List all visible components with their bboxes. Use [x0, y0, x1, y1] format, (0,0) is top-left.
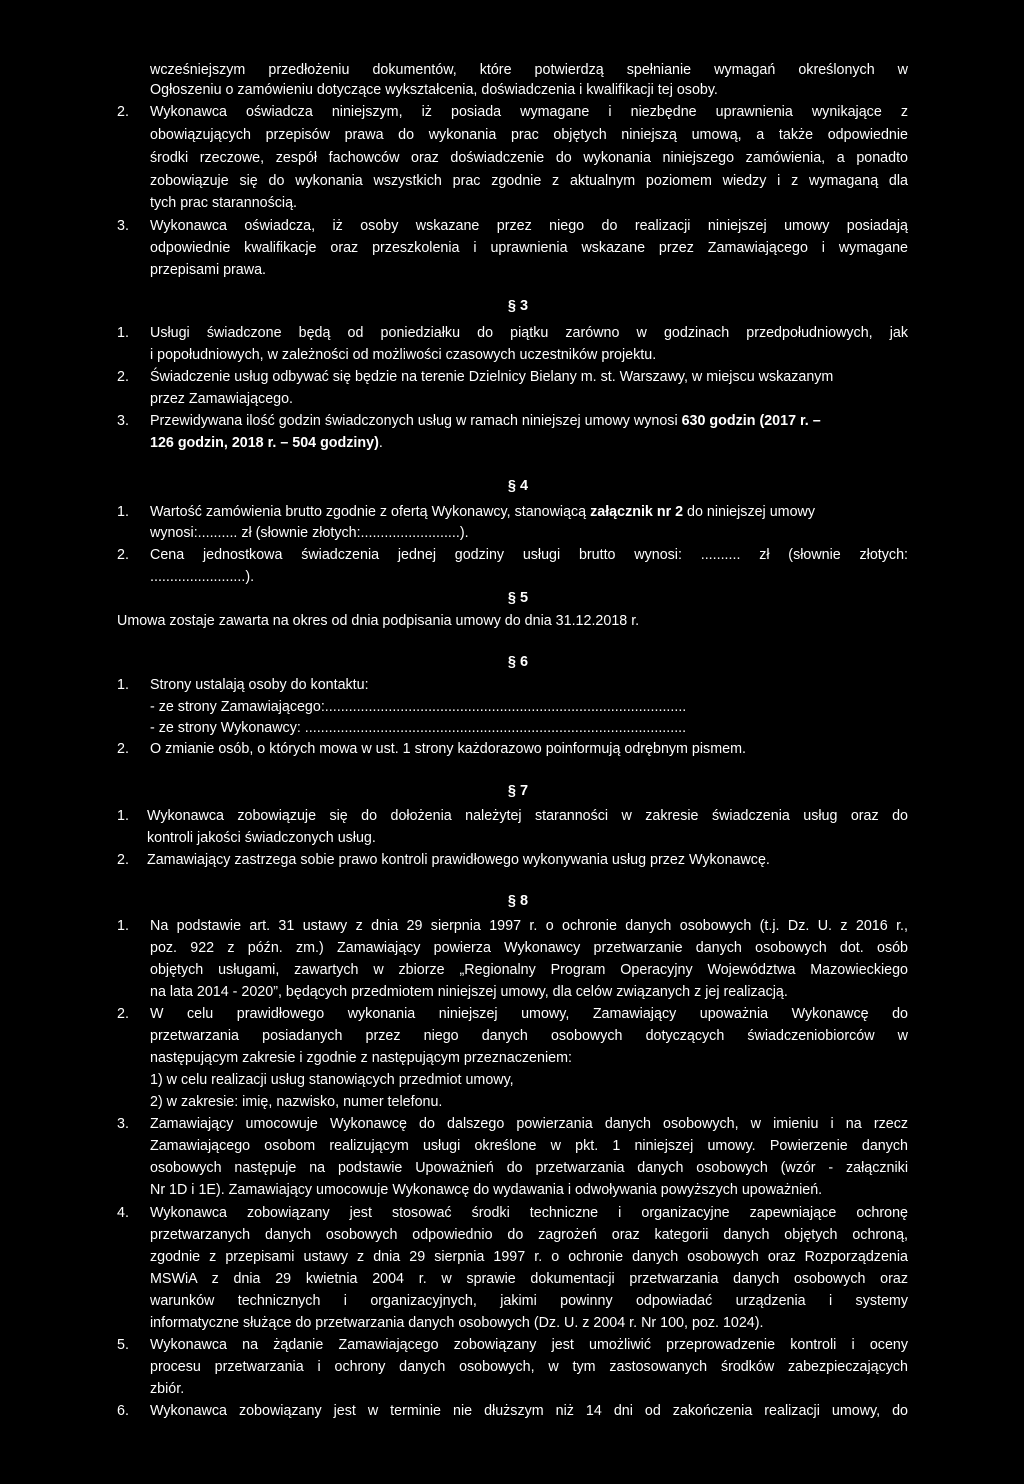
- item-number: 2.: [117, 369, 129, 385]
- text-span: Przewidywana ilość godzin świadczonych usług w ramach niniejszej umowy wynosi: [150, 413, 682, 429]
- item-number: 6.: [117, 1403, 129, 1419]
- text-line: przetwarzanych danych osobowych odpowiednio do zagrożeń oraz kategorii danych objętych ochroną,: [150, 1227, 908, 1243]
- text-line: Wykonawca zobowiązany jest w terminie nie dłuższym niż 14 dni od zakończenia realizacji umowy, do: [150, 1403, 908, 1419]
- text-line: wcześniejszym przedłożeniu dokumentów, które potwierdzą spełnianie wymagań określonych w: [150, 62, 908, 78]
- text-line: zgodnie z przepisami ustawy z dnia 29 sierpnia 1997 r. o ochronie danych osobowych oraz Rozporządzenia: [150, 1249, 908, 1265]
- text-line: O zmianie osób, o których mowa w ust. 1 strony każdorazowo poinformują odrębnym pismem.: [150, 741, 746, 757]
- text-line: zbiór.: [150, 1381, 185, 1397]
- text-line: Świadczenie usług odbywać się będzie na terenie Dzielnicy Bielany m. st. Warszawy, w miejscu wskazanym: [150, 369, 834, 385]
- text-line: Na podstawie art. 31 ustawy z dnia 29 sierpnia 1997 r. o ochronie danych osobowych (t.j. Dz. U. z 2016 r.,: [150, 918, 908, 934]
- bold-text: załącznik nr 2: [590, 504, 684, 520]
- text-line: 2) w zakresie: imię, nazwisko, numer telefonu.: [150, 1094, 443, 1110]
- text-line: Wykonawca zobowiązuje się do dołożenia należytej staranności w zakresie świadczenia usług oraz do: [147, 808, 908, 824]
- text-line: kontroli jakości świadczonych usług.: [147, 830, 376, 846]
- text-line: Cena jednostkowa świadczenia jednej godziny usługi brutto wynosi: .......... zł (słownie złotych:: [150, 547, 908, 563]
- text-line: Strony ustalają osoby do kontaktu:: [150, 677, 369, 693]
- item-number: 4.: [117, 1205, 129, 1221]
- text-line: W celu prawidłowego wykonania niniejszej umowy, Zamawiający upoważnia Wykonawcę do: [150, 1006, 908, 1022]
- text-line: [150, 433, 383, 453]
- text-line: na lata 2014 - 2020”, będących przedmiotem niniejszej umowy, dla celów związanych z jej realizacją.: [150, 984, 788, 1000]
- item-number: 2.: [117, 104, 129, 120]
- item-number: 2.: [117, 741, 129, 757]
- text-line: - ze strony Zamawiającego:...........................................................................................: [150, 699, 687, 715]
- item-number: 1.: [117, 325, 129, 341]
- text-line: obowiązujących przepisów prawa do wykonania prac objętych niniejszą umową, a także odpowiednie: [150, 127, 908, 143]
- bold-text: 630 godzin (2017 r. –: [681, 413, 821, 429]
- text-line: przetwarzania posiadanych przez niego danych osobowych dotyczących świadczeniobiorców w: [150, 1028, 908, 1044]
- text-line: [150, 411, 821, 431]
- text-line: Wykonawca oświadcza, iż osoby wskazane przez niego do realizacji niniejszej umowy posiadają: [150, 218, 908, 234]
- text-line: przez Zamawiającego.: [150, 391, 294, 407]
- text-line: osobowych następuje na podstawie Upoważnień do przetwarzania danych osobowych (wzór - załączniki: [150, 1160, 908, 1176]
- text-line: Wykonawca na żądanie Zamawiającego zobowiązany jest umożliwić przeprowadzenie kontroli i oceny: [150, 1337, 908, 1353]
- text-line: Zamawiający zastrzega sobie prawo kontroli prawidłowego wykonywania usług przez Wykonawcę.: [147, 852, 770, 868]
- text-line: Usługi świadczone będą od poniedziałku do piątku zarówno w godzinach przedpołudniowych, jak: [150, 325, 908, 341]
- text-line: Zamawiający umocowuje Wykonawcę do dalszego powierzania danych osobowych, w imieniu i na rzecz: [150, 1116, 908, 1132]
- text-line: i popołudniowych, w zależności od możliwości czasowych uczestników projektu.: [150, 347, 657, 363]
- section-heading: § 8: [507, 893, 529, 909]
- text-line: wynosi:.......... zł (słownie złotych:.........................).: [150, 525, 469, 541]
- text-line: objętych usługami, zawartych w zbiorze „Regionalny Program Operacyjny Województwa Mazowieckiego: [150, 962, 908, 978]
- item-number: 3.: [117, 218, 129, 234]
- text-line: odpowiednie kwalifikacje oraz przeszkolenia i uprawnienia wskazane przez Zamawiającego i wymagane: [150, 240, 908, 256]
- bold-text: 126 godzin, 2018 r. – 504 godziny): [150, 435, 379, 451]
- text-line: poz. 922 z późn. zm.) Zamawiający powierza Wykonawcy przetwarzanie danych osobowych dot. osób: [150, 940, 908, 956]
- section-heading: § 7: [507, 783, 529, 799]
- text-span: Wartość zamówienia brutto zgodnie z ofertą Wykonawcy, stanowiącą: [150, 504, 591, 520]
- text-line: procesu przetwarzania i ochrony danych osobowych, w tym zastosowanych środków zabezpieczających: [150, 1359, 908, 1375]
- item-number: 1.: [117, 918, 129, 934]
- item-number: 3.: [117, 1116, 129, 1132]
- text-line: [150, 502, 815, 522]
- text-line: - ze strony Wykonawcy: ................................................................................................: [150, 720, 687, 736]
- text-line: następującym zakresie i zgodnie z następującym przeznaczeniem:: [150, 1050, 572, 1066]
- text-line: tych prac starannością.: [150, 195, 298, 211]
- text-line: zobowiązuje się do wykonania wszystkich prac zgodnie z aktualnym poziomem wiedzy i z wymaganą dla: [150, 173, 908, 189]
- item-number: 3.: [117, 413, 129, 429]
- text-line: ........................).: [150, 569, 255, 585]
- item-number: 2.: [117, 547, 129, 563]
- text-line: Ogłoszeniu o zamówieniu dotyczące wykształcenia, doświadczenia i kwalifikacji tej osoby.: [150, 82, 718, 98]
- section-heading: § 5: [507, 590, 529, 606]
- text-span: do niniejszej umowy: [683, 504, 815, 520]
- text-line: środki rzeczowe, zespół fachowców oraz doświadczenie do wykonania niniejszego zamówienia, a ponadto: [150, 150, 908, 166]
- text-line: Wykonawca oświadcza niniejszym, iż posiada wymagane i niezbędne uprawnienia wynikające z: [150, 104, 908, 120]
- item-number: 1.: [117, 504, 129, 520]
- text-line: warunków technicznych i organizacyjnych, jakimi powinny odpowiadać urządzenia i systemy: [150, 1293, 908, 1309]
- section-heading: § 3: [507, 298, 529, 314]
- item-number: 2.: [117, 852, 129, 868]
- item-number: 1.: [117, 808, 129, 824]
- text-line: informatyczne służące do przetwarzania danych osobowych (Dz. U. z 2004 r. Nr 100, poz. 1024).: [150, 1315, 764, 1331]
- section-heading: § 4: [507, 478, 529, 494]
- text-span: .: [378, 435, 383, 451]
- item-number: 2.: [117, 1006, 129, 1022]
- text-line: przepisami prawa.: [150, 262, 267, 278]
- text-line: MSWiA z dnia 29 kwietnia 2004 r. w sprawie dokumentacji przetwarzania danych osobowych oraz: [150, 1271, 908, 1287]
- item-number: 5.: [117, 1337, 129, 1353]
- text-line: Zamawiającego osobom realizującym usługi określone w pkt. 1 niniejszej umowy. Powierzenie danych: [150, 1138, 908, 1154]
- item-number: 1.: [117, 677, 129, 693]
- text-line: Wykonawca zobowiązany jest stosować środki techniczne i organizacyjne zapewniające ochronę: [150, 1205, 908, 1221]
- section-heading: § 6: [507, 654, 529, 670]
- text-line: Nr 1D i 1E). Zamawiający umocowuje Wykonawcę do wydawania i odwoływania powyższych upoważnień.: [150, 1182, 823, 1198]
- text-line: Umowa zostaje zawarta na okres od dnia podpisania umowy do dnia 31.12.2018 r.: [117, 613, 640, 629]
- text-line: 1) w celu realizacji usług stanowiących przedmiot umowy,: [150, 1072, 514, 1088]
